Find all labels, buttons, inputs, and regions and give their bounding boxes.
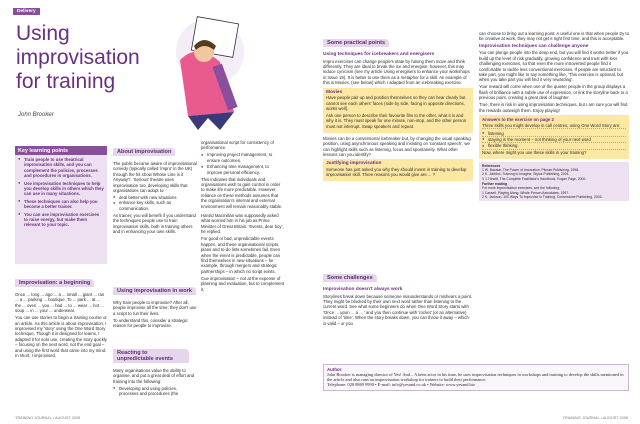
about-section (113, 140, 197, 236)
challenges-section (323, 266, 473, 328)
key-point-item: ● Use improvisation techniques to help you develop skills in others which they can use in many situations. (18, 181, 104, 197)
practical-heading: Some practical points (323, 39, 389, 47)
col5-top: can choose to bring out a learning point. A useful one is that when people try to be creative at work, they may not get it right first time, and this is acceptable. (479, 31, 630, 42)
author-box (323, 364, 629, 391)
answers-item: ● staying in the moment – not thinking of your next word (482, 137, 626, 143)
col3-paragraph: For good or bad, unpredictable events happen, and these organisational scripts, plans and to-do lists sometimes fail. Even when the event is predictable, people can find themselves in new situations – for example, through mergers and strategic partnerships – in which no script exists. (201, 236, 281, 274)
further-item: 2 K. Jackson, 100 Ways To Improvise in Training, Cornerstone Publishing, 2003. (482, 194, 603, 199)
movies-box (323, 88, 473, 133)
using-heading: Using improvisation in work (113, 287, 196, 295)
justify-title: Justifying improvisation (326, 161, 382, 167)
practical-body1: Impro exercises can change people's state by having them move and think differently. They are ideal to break the ice and energise, however, this may induce cynicism (see my article Using energisers to enhance your workshops in Issue 19). It is better to use them as a metaphor for a skill. An example of this is Movies, (see below) which I adapted from an icebreaking exercise. (323, 58, 470, 86)
answers-item: ● listening (482, 131, 626, 137)
answers-title: Answers to the exercise on page 2 (482, 117, 554, 123)
col5-sub: Improvisation techniques can challenge anyone (479, 43, 589, 49)
using-paragraph: Why train people to improvise? After all, people improvise all the time; they don't use a script to run their lives. (113, 300, 197, 316)
practical-body2: Movies can be a conventional icebreaker but, by changing the usual speaking position, using asynchronous speaking and insisting on 'constant speech', we can highlight skills such as listening, focus and spontaneity. What other lessons can you identify? (323, 135, 471, 158)
col3-paragraph: Harold Macmillan was supposedly asked what worried him in his job as Prime Minister of Great Britain. 'Events, dear boy', he replied. (201, 213, 284, 235)
col5-paragraph: Your reward will come when one of the quieter people in the group displays a flash of brilliance with a subtle use of expression, or link the storyline back to a previous point, creating a great deal of laughter. (479, 84, 628, 101)
challenges-heading: Some challenges (323, 274, 377, 282)
reacting-section (113, 347, 197, 397)
column-3 (201, 140, 285, 294)
col5-paragraph: True, there is risk in using improvisation techniques, but I am sure you will find the rewards outweigh them. Enjoy playing! (479, 102, 628, 113)
about-bullet: ● enhance key skills, such as communication. (113, 200, 197, 211)
practical-sub1: Using techniques for icebreakers and energisers (323, 52, 435, 57)
about-body2: As trainer, you will benefit if you understand the techniques people use to train improvisation skills, both in training others and in enhancing your own skills. (113, 212, 196, 235)
about-heading: About improvisation (113, 148, 175, 156)
col3-bullet: ● Enhancing time management, to improve personal efficiency. (201, 164, 285, 175)
beginning-section (15, 271, 107, 360)
challenges-sub: Improvisation doesn't always work (323, 287, 403, 292)
key-points-heading: Key learning points (15, 146, 107, 155)
beginning-story: Once ... long ... ago ... a ... small ... giant ... ran ... a ... parking ... boutique. To ... park ... at ... the ... oven ... you ... had ... to ... wear ... hot ... soup ... in ... your ... underwear. (15, 292, 105, 314)
further-item: 1 Cassell, Playing Along, Whole Person Associates, 1997. (482, 190, 570, 195)
key-points-box (15, 146, 107, 264)
key-point-item: ● Train people to use theatrical improvisation skills, and you can complement the policies, processes and procedures in organisations. (18, 157, 104, 179)
references-title: References (482, 163, 501, 168)
footer-left: TRAINING JOURNAL • AUGUST 2005 (15, 416, 81, 420)
reacting-bullet: ● Developing and using policies, processes and procedures (the (113, 386, 197, 397)
footer-right: TRAINING JOURNAL • AUGUST 2005 (562, 416, 628, 420)
justify-box (323, 159, 473, 181)
about-bullet: ● deal better with new situations (113, 195, 197, 200)
movies-paragraph: Have people pair up and position themselves so they can hear clearly but cannot see each others' faces (side by side, facing in opposite directions, works well). (326, 95, 466, 112)
section-tag: Delivery (13, 8, 40, 15)
col3-top: organisational script for consistency of performance. (201, 140, 274, 151)
further-item: For more improvisation exercises, see the following: (482, 186, 561, 191)
key-point-item: ● You can use improvisation exercises to raise energy, but make them relevant to your topic. (18, 212, 104, 228)
beginning-paragraph: You can use stories to begin a training course or an article. As this article is about improvisation, I improvised my 'story' using the One Word Story technique. Though it is designed for teams, I adapted it for solo use, creating the story quickly – focusing on the next word, not the end goal – and using the first word that came into my mind. In short, I improvised. (15, 315, 107, 359)
answers-question: Now, where might you use these skills in your training? (482, 149, 587, 155)
author-box-contact: Telephone: 020 8869 9990 • E-mail: info@yesand.co.uk • Website: www.yesand.biz (327, 382, 475, 388)
answers-intro: Three skills you might develop in call centres, using One Word Story are: (482, 123, 626, 129)
movies-paragraph: Ask one person to describe their favourite film to the other, what it is and why it is. They must speak for one minute, non-stop, and the other person must not interrupt. Swap speakers and repeat. (326, 113, 467, 129)
further-title: Further reading (482, 182, 508, 187)
illustration (150, 12, 260, 132)
movies-title: Movies (326, 89, 343, 95)
challenges-body: Storylines break down because someone misunderstands or mishears a point. They might be blocked by their own next word rather than listening to the current word. See what some beginners do when One Word Story starts with 'Once ... upon ... a ... ' and you then continue with 'rocket' (or an alternative) instead of 'time'. When the story breaks down, you can throw it away – which is valid – or you (323, 293, 473, 326)
reacting-body: Many organisations value the ability to organise, and put a great deal of effort and training into the following: (113, 368, 195, 384)
justify-body: Someone has just asked you why they should invest in training to develop improvisation skill. Three reasons you would give are ... ? (326, 167, 467, 178)
page-title: Using improvisation for training (16, 22, 140, 93)
practical-section (323, 31, 473, 181)
using-paragraph: To understand this, consider a strategic reason for people to improvise. (113, 317, 188, 329)
reference-item: 3 J. Hewitt, The Complete Facilitator's Handbook, Kogan Page, 2000. (482, 176, 587, 181)
about-body: The public became aware of improvisational comedy (typically called 'impro' in the UK) through the hit show Whose Line is it Anyway?. 'Serious' theatre uses improvisation too, developing skills that organisations can adopt to: (113, 161, 197, 194)
beginning-heading: Improvisation: a beginning (15, 279, 94, 287)
col3-paragraph: Cue improvisation – not at the expense of planning and evaluation, but to complement it, (201, 275, 285, 292)
col3-paragraph: This indicates that individuals and organisations wish to gain control in order to make life more predictable. However, reliance on these methods assumes that the organisation's internal and external environment will remain reasonably stable. (201, 176, 283, 209)
reference-item: 2 K. Jobbins, Training to Imagine, Stylus Publishing, 2001. (482, 172, 570, 177)
key-point-item: ● These techniques can also help you become a better trainer. (18, 199, 104, 210)
column-5 (479, 31, 629, 201)
col5-paragraph: You can plunge people into the deep end, but you will find it works better if you build up the level of risk gradually, growing confidence and trust with less challenging exercises, so that even the more introverted people find it comfortable to tackle less conventional exercises. If people are reluctant to take part, you might like to say something like, 'This exercise is optional, but when you take part you will find it very rewarding'. (479, 50, 629, 83)
references-box (479, 162, 629, 201)
answers-item: ● flexible thinking. (482, 143, 626, 149)
author-box-body: John Brooker is managing director of Yes! And... A keen actor in his time, he uses improvisation techniques in workshops and training to develop the skills mentioned in the article and also runs an improvisation workshop for trainers to build their performance. (327, 372, 624, 383)
reacting-heading: Reacting to unpredictable events (113, 349, 189, 363)
reference-item: 1 W. Bazalar, The Power of Innovation, Pitman Publishing, 1998. (482, 168, 580, 173)
answers-box (479, 115, 629, 159)
using-section (113, 279, 197, 330)
author-box-label: Author (327, 367, 342, 372)
author-name: John Brooker (18, 112, 54, 118)
col3-bullet: ● Improving project management, to ensure outcomes. (201, 152, 285, 163)
